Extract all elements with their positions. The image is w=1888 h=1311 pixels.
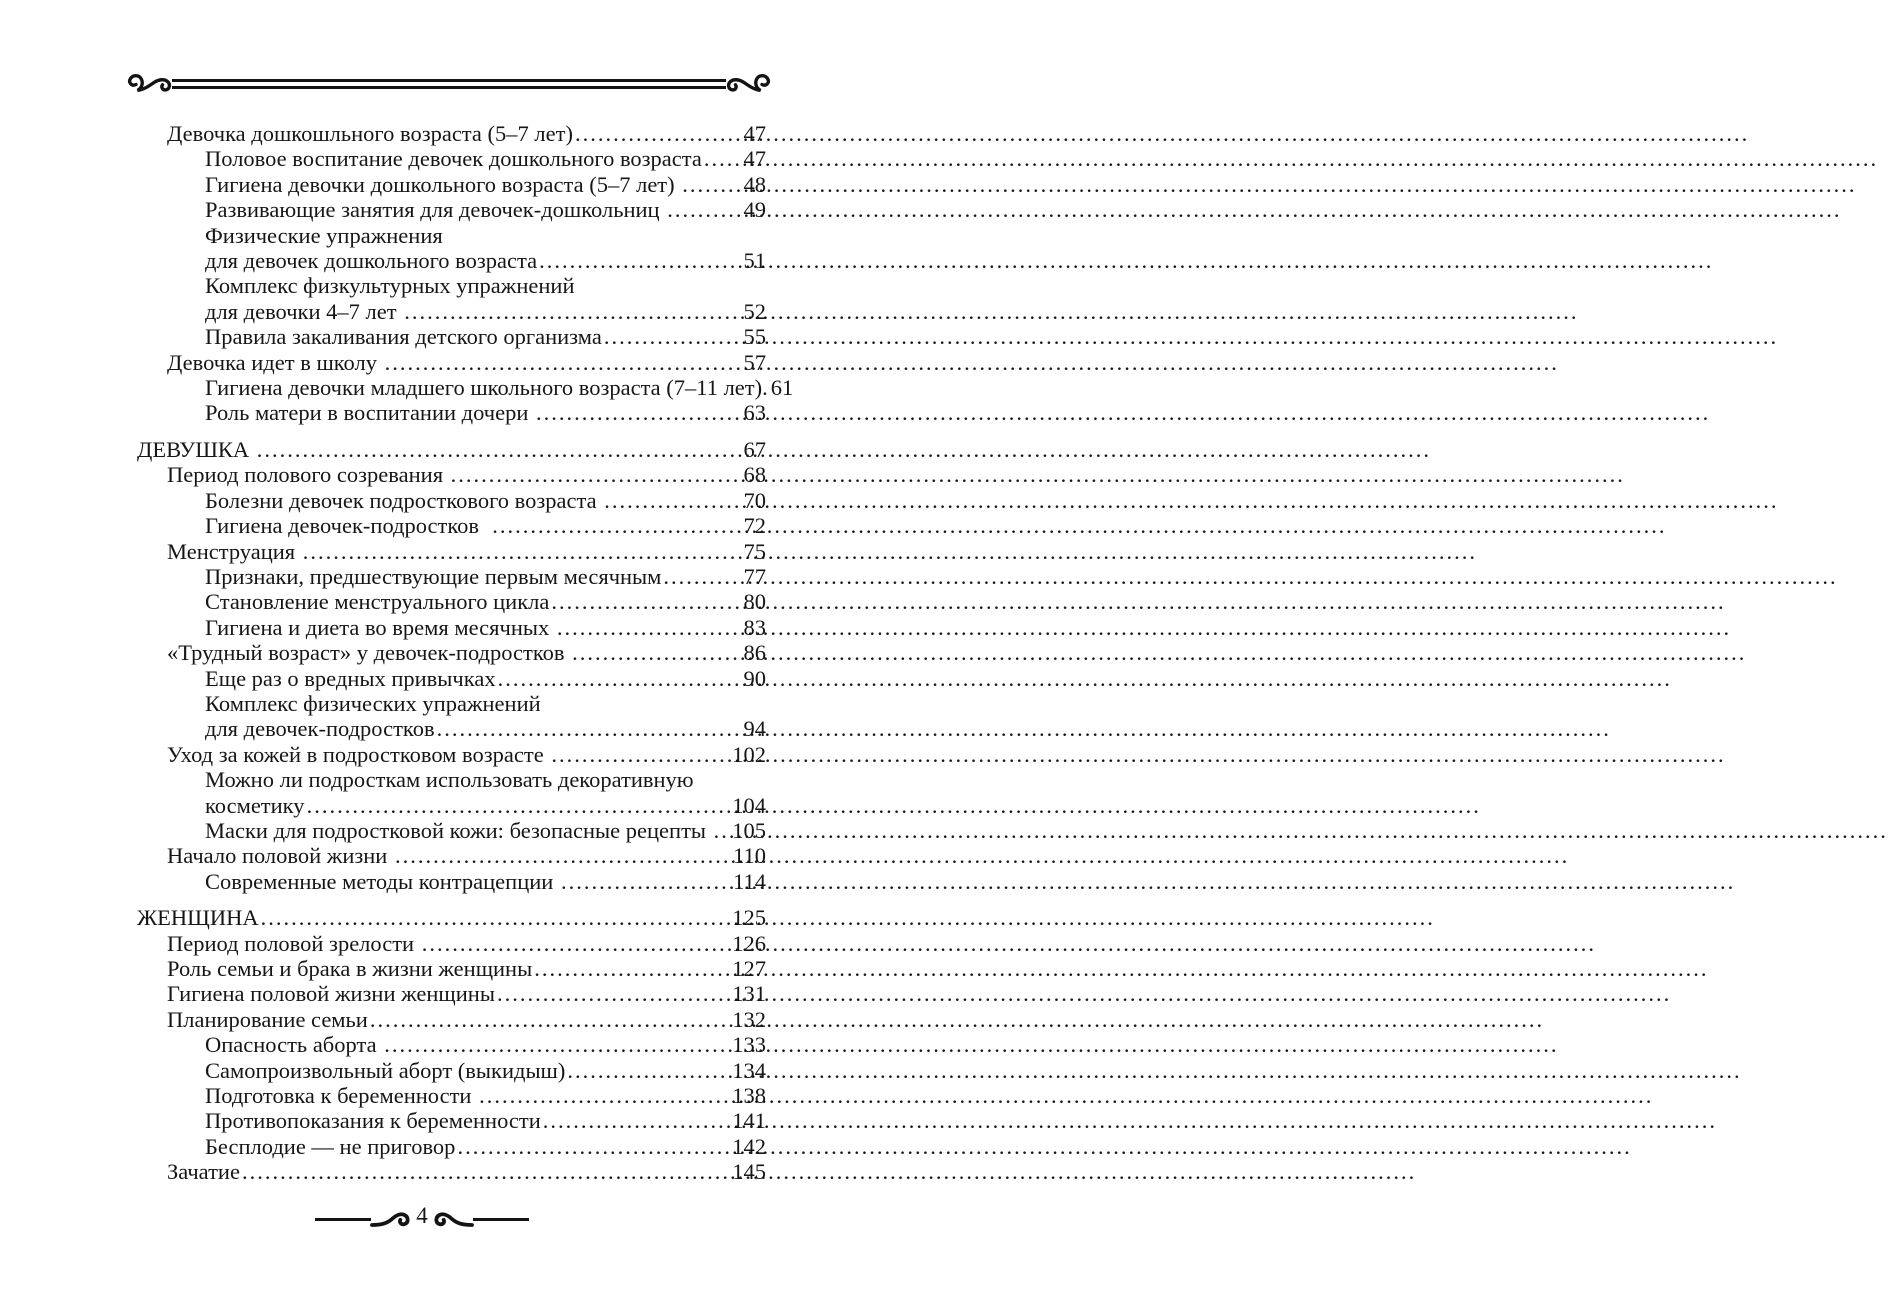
toc-entry: [137, 767, 766, 792]
toc-entry: [137, 843, 766, 868]
toc-entry-title: Еще раз о вредных привычках: [205, 665, 496, 691]
toc-page-number: 94: [743, 716, 766, 742]
toc-entry-title: Правила закаливания детского организма: [205, 324, 602, 350]
toc-entry: [137, 615, 766, 640]
toc-page-number: 47: [743, 146, 766, 172]
toc-entry-title: Подготовка к беременности: [205, 1083, 478, 1109]
toc-dot-leader: [479, 1083, 728, 1108]
toc-dot-leader: [242, 1159, 728, 1184]
toc-entry: [137, 350, 766, 375]
toc-entry: [137, 793, 766, 818]
toc-dot-leader: [561, 869, 729, 894]
toc-dot-leader: [539, 248, 739, 273]
toc-page-number: 55: [743, 324, 766, 350]
toc-page-number: 51: [743, 248, 766, 274]
toc-page-number: 67: [743, 436, 766, 462]
toc-entry: [137, 589, 766, 614]
toc-entry-title: Противопоказания к беременности: [205, 1108, 541, 1134]
toc-entry: [137, 324, 766, 349]
toc-entry: [137, 931, 766, 956]
toc-entry-title: для девочек дошкольного возраста: [205, 248, 538, 274]
toc-dot-leader: [451, 462, 740, 487]
toc-page-number: 80: [743, 589, 766, 615]
toc-entry-title: Самопроизвольный аборт (выкидыш): [205, 1057, 566, 1083]
toc-entry-title: Болезни девочек подросткового возраста: [205, 487, 603, 513]
toc-page-number: 138: [732, 1083, 766, 1109]
toc-entry-title: Гигиена девочки дошкольного возраста (5–7 лет): [205, 171, 681, 197]
toc-entry-title: Начало половой жизни: [167, 843, 393, 869]
toc-entry-title: Период половой зрелости: [167, 930, 420, 956]
toc-page-number: 63: [743, 400, 766, 426]
toc-dot-leader: [567, 1058, 728, 1083]
toc-page-number: 141: [732, 1108, 766, 1134]
toc-entry: [137, 488, 766, 513]
toc-entry-title: Менструация: [167, 538, 301, 564]
toc-entry-title: Признаки, предшествующие первым месячным: [205, 563, 662, 589]
toc-entry-title: Физические упражнения: [205, 222, 443, 248]
toc-dot-leader: [395, 843, 729, 868]
header-double-rule: [172, 79, 726, 89]
toc-entry: [137, 248, 766, 273]
wave-swirl-icon: [371, 1208, 413, 1234]
toc-entry-title: Уход за кожей в подростковом возрасте: [167, 741, 550, 767]
toc-entry: [137, 197, 766, 222]
toc-page-number: 126: [732, 930, 766, 956]
toc-dot-leader: [497, 981, 728, 1006]
toc-dot-leader: [551, 742, 728, 767]
toc-entry: [137, 1159, 766, 1184]
toc-entry: [137, 299, 766, 324]
toc-entry-title: Бесплодие — не приговор: [205, 1133, 456, 1159]
toc-entry: [137, 172, 766, 197]
toc-dot-leader: [714, 818, 729, 843]
toc-dot-leader: [307, 793, 729, 818]
toc-page-number: 48: [743, 171, 766, 197]
toc-page-number: 132: [732, 1006, 766, 1032]
toc-entry-title: Гигиена девочки младшего школьного возраста (7–11 лет).: [205, 375, 768, 401]
toc-entry-title: Опасность аборта: [205, 1032, 383, 1058]
toc-entry-title: для девочки 4–7 лет: [205, 298, 403, 324]
toc-dot-leader: [257, 437, 740, 462]
toc-entry: [137, 539, 766, 564]
toc-page-number: 49: [743, 197, 766, 223]
toc-page-number: 104: [732, 792, 766, 818]
toc-dot-leader: [704, 146, 740, 171]
toc-entry-title: ДЕВУШКА: [137, 436, 255, 462]
toc-entry: [137, 400, 766, 425]
toc-dot-leader: [457, 1134, 728, 1159]
toc-dot-leader: [557, 615, 740, 640]
toc-entry: [137, 1007, 766, 1032]
toc-entry: [137, 564, 766, 589]
toc-dot-leader: [422, 931, 729, 956]
toc-dot-leader: [303, 539, 740, 564]
toc-entry: [137, 666, 766, 691]
toc-entry-title: «Трудный возраст» у девочек-подростков: [167, 640, 571, 666]
toc-entry: [137, 121, 766, 146]
toc-dot-leader: [385, 350, 740, 375]
toc-entry-title: Можно ли подросткам использовать декоративную: [205, 767, 694, 793]
toc-page-number: 68: [743, 462, 766, 488]
toc-entry: [137, 716, 766, 741]
footer-page-number: 4: [416, 1203, 428, 1228]
toc-entry: [137, 146, 766, 171]
toc-entry: [137, 375, 794, 401]
toc-entry-title: Маски для подростковой кожи: безопасные рецепты: [205, 817, 712, 843]
toc-dot-leader: [404, 299, 739, 324]
toc-dot-leader: [437, 716, 740, 741]
toc-page-number: 57: [743, 349, 766, 375]
toc-page-number: 125: [732, 905, 766, 931]
toc-entry-title: для девочек-подростков: [205, 716, 435, 742]
toc-page-number: 105: [732, 817, 766, 843]
toc-entry: [137, 869, 766, 894]
toc-page-number: 47: [743, 121, 766, 146]
toc-page-number: 86: [743, 640, 766, 666]
toc-dot-leader: [384, 1032, 728, 1057]
toc-list: [137, 121, 794, 1185]
toc-entry-title: Роль семьи и брака в жизни женщины: [167, 956, 533, 981]
toc-entry: [137, 1134, 766, 1159]
toc-page-number: 72: [743, 513, 766, 539]
toc-page-number: 77: [743, 563, 766, 589]
toc-entry: [137, 1108, 766, 1133]
toc-entry-title: Развивающие занятия для девочек-дошкольниц: [205, 197, 666, 223]
toc-page-number: 131: [732, 981, 766, 1007]
toc-dot-leader: [534, 956, 728, 981]
toc-dot-leader: [543, 1108, 728, 1133]
toc-page-number: 70: [743, 487, 766, 513]
toc-entry-title: Планирование семьи: [167, 1006, 368, 1032]
toc-entry: [137, 462, 766, 487]
swash-swirl-icon-mirrored: [726, 69, 772, 99]
swash-swirl-icon: [126, 69, 172, 99]
toc-entry-title: косметику: [205, 792, 305, 818]
toc-entry-title: Современные методы контрацепции: [205, 868, 559, 894]
toc-page-number: 90: [743, 665, 766, 691]
toc-dot-leader: [370, 1007, 728, 1032]
toc-page-number: 134: [732, 1057, 766, 1083]
toc-entry-title: Комплекс физкультурных упражнений: [205, 273, 575, 299]
toc-entry-title: Период полового созревания: [167, 462, 449, 488]
toc-dot-leader: [498, 666, 740, 691]
toc-page-number: 52: [743, 298, 766, 324]
toc-entry-title: Половое воспитание девочек дошкольного возраста: [205, 146, 702, 172]
toc-entry: [137, 640, 766, 665]
toc-page-number: 83: [743, 614, 766, 640]
toc-entry: [137, 1058, 766, 1083]
toc-entry: [137, 513, 766, 538]
toc-dot-leader: [551, 589, 739, 614]
toc-dot-leader: [261, 905, 729, 930]
toc-page-number: 145: [732, 1159, 766, 1185]
toc-dot-leader: [492, 513, 739, 538]
toc-entry: [137, 1083, 766, 1108]
footer-rule-left: [315, 1218, 371, 1221]
toc-entry: [137, 223, 766, 248]
toc-dot-leader: [682, 172, 739, 197]
toc-entry-title: Девочка идет в школу: [167, 349, 383, 375]
footer-rule-right: [473, 1218, 529, 1221]
toc-page-number: 75: [743, 538, 766, 564]
toc-page-number: 61: [770, 375, 794, 401]
toc-dot-leader: [604, 324, 740, 349]
toc-entry-title: ЖЕНЩИНА: [137, 905, 259, 931]
toc-section-entry: [137, 437, 766, 462]
toc-dot-leader: [663, 564, 739, 589]
toc-entry: [137, 818, 766, 843]
toc-entry-title: Гигиена и диета во время месячных: [205, 614, 555, 640]
toc-dot-leader: [572, 640, 739, 665]
toc-entry-title: Девочка дошкошльного возраста (5–7 лет): [167, 121, 573, 146]
toc-dot-leader: [604, 488, 739, 513]
toc-dot-leader: [536, 400, 739, 425]
book-toc-page: [0, 0, 844, 1311]
toc-entry: [137, 273, 766, 298]
toc-page-number: 114: [733, 868, 766, 894]
toc-entry: [137, 742, 766, 767]
header-ornament-rule: [126, 68, 772, 100]
toc-page-number: 142: [732, 1133, 766, 1159]
page-footer: [0, 1202, 844, 1236]
toc-entry: [137, 981, 766, 1006]
toc-page-number: 110: [733, 843, 766, 869]
toc-page-number: 127: [732, 956, 766, 981]
toc-page-number: 102: [732, 741, 766, 767]
toc-page-number: 133: [732, 1032, 766, 1058]
wave-swirl-icon-mirrored: [431, 1208, 473, 1234]
toc-entry-title: Зачатие: [167, 1159, 240, 1185]
toc-entry: [137, 956, 766, 981]
toc-entry-title: Гигиена половой жизни женщины: [167, 981, 495, 1007]
toc-section-entry: [137, 905, 766, 930]
toc-entry-title: Роль матери в воспитании дочери: [205, 400, 535, 426]
toc-dot-leader: [667, 197, 739, 222]
toc-entry-title: Гигиена девочек-подростков: [205, 513, 491, 539]
toc-dot-leader: [575, 121, 740, 146]
toc-entry-title: Становление менструального цикла: [205, 589, 550, 615]
toc-entry: [137, 691, 766, 716]
toc-entry: [137, 1032, 766, 1057]
toc-entry-title: Комплекс физических упражнений: [205, 690, 541, 716]
